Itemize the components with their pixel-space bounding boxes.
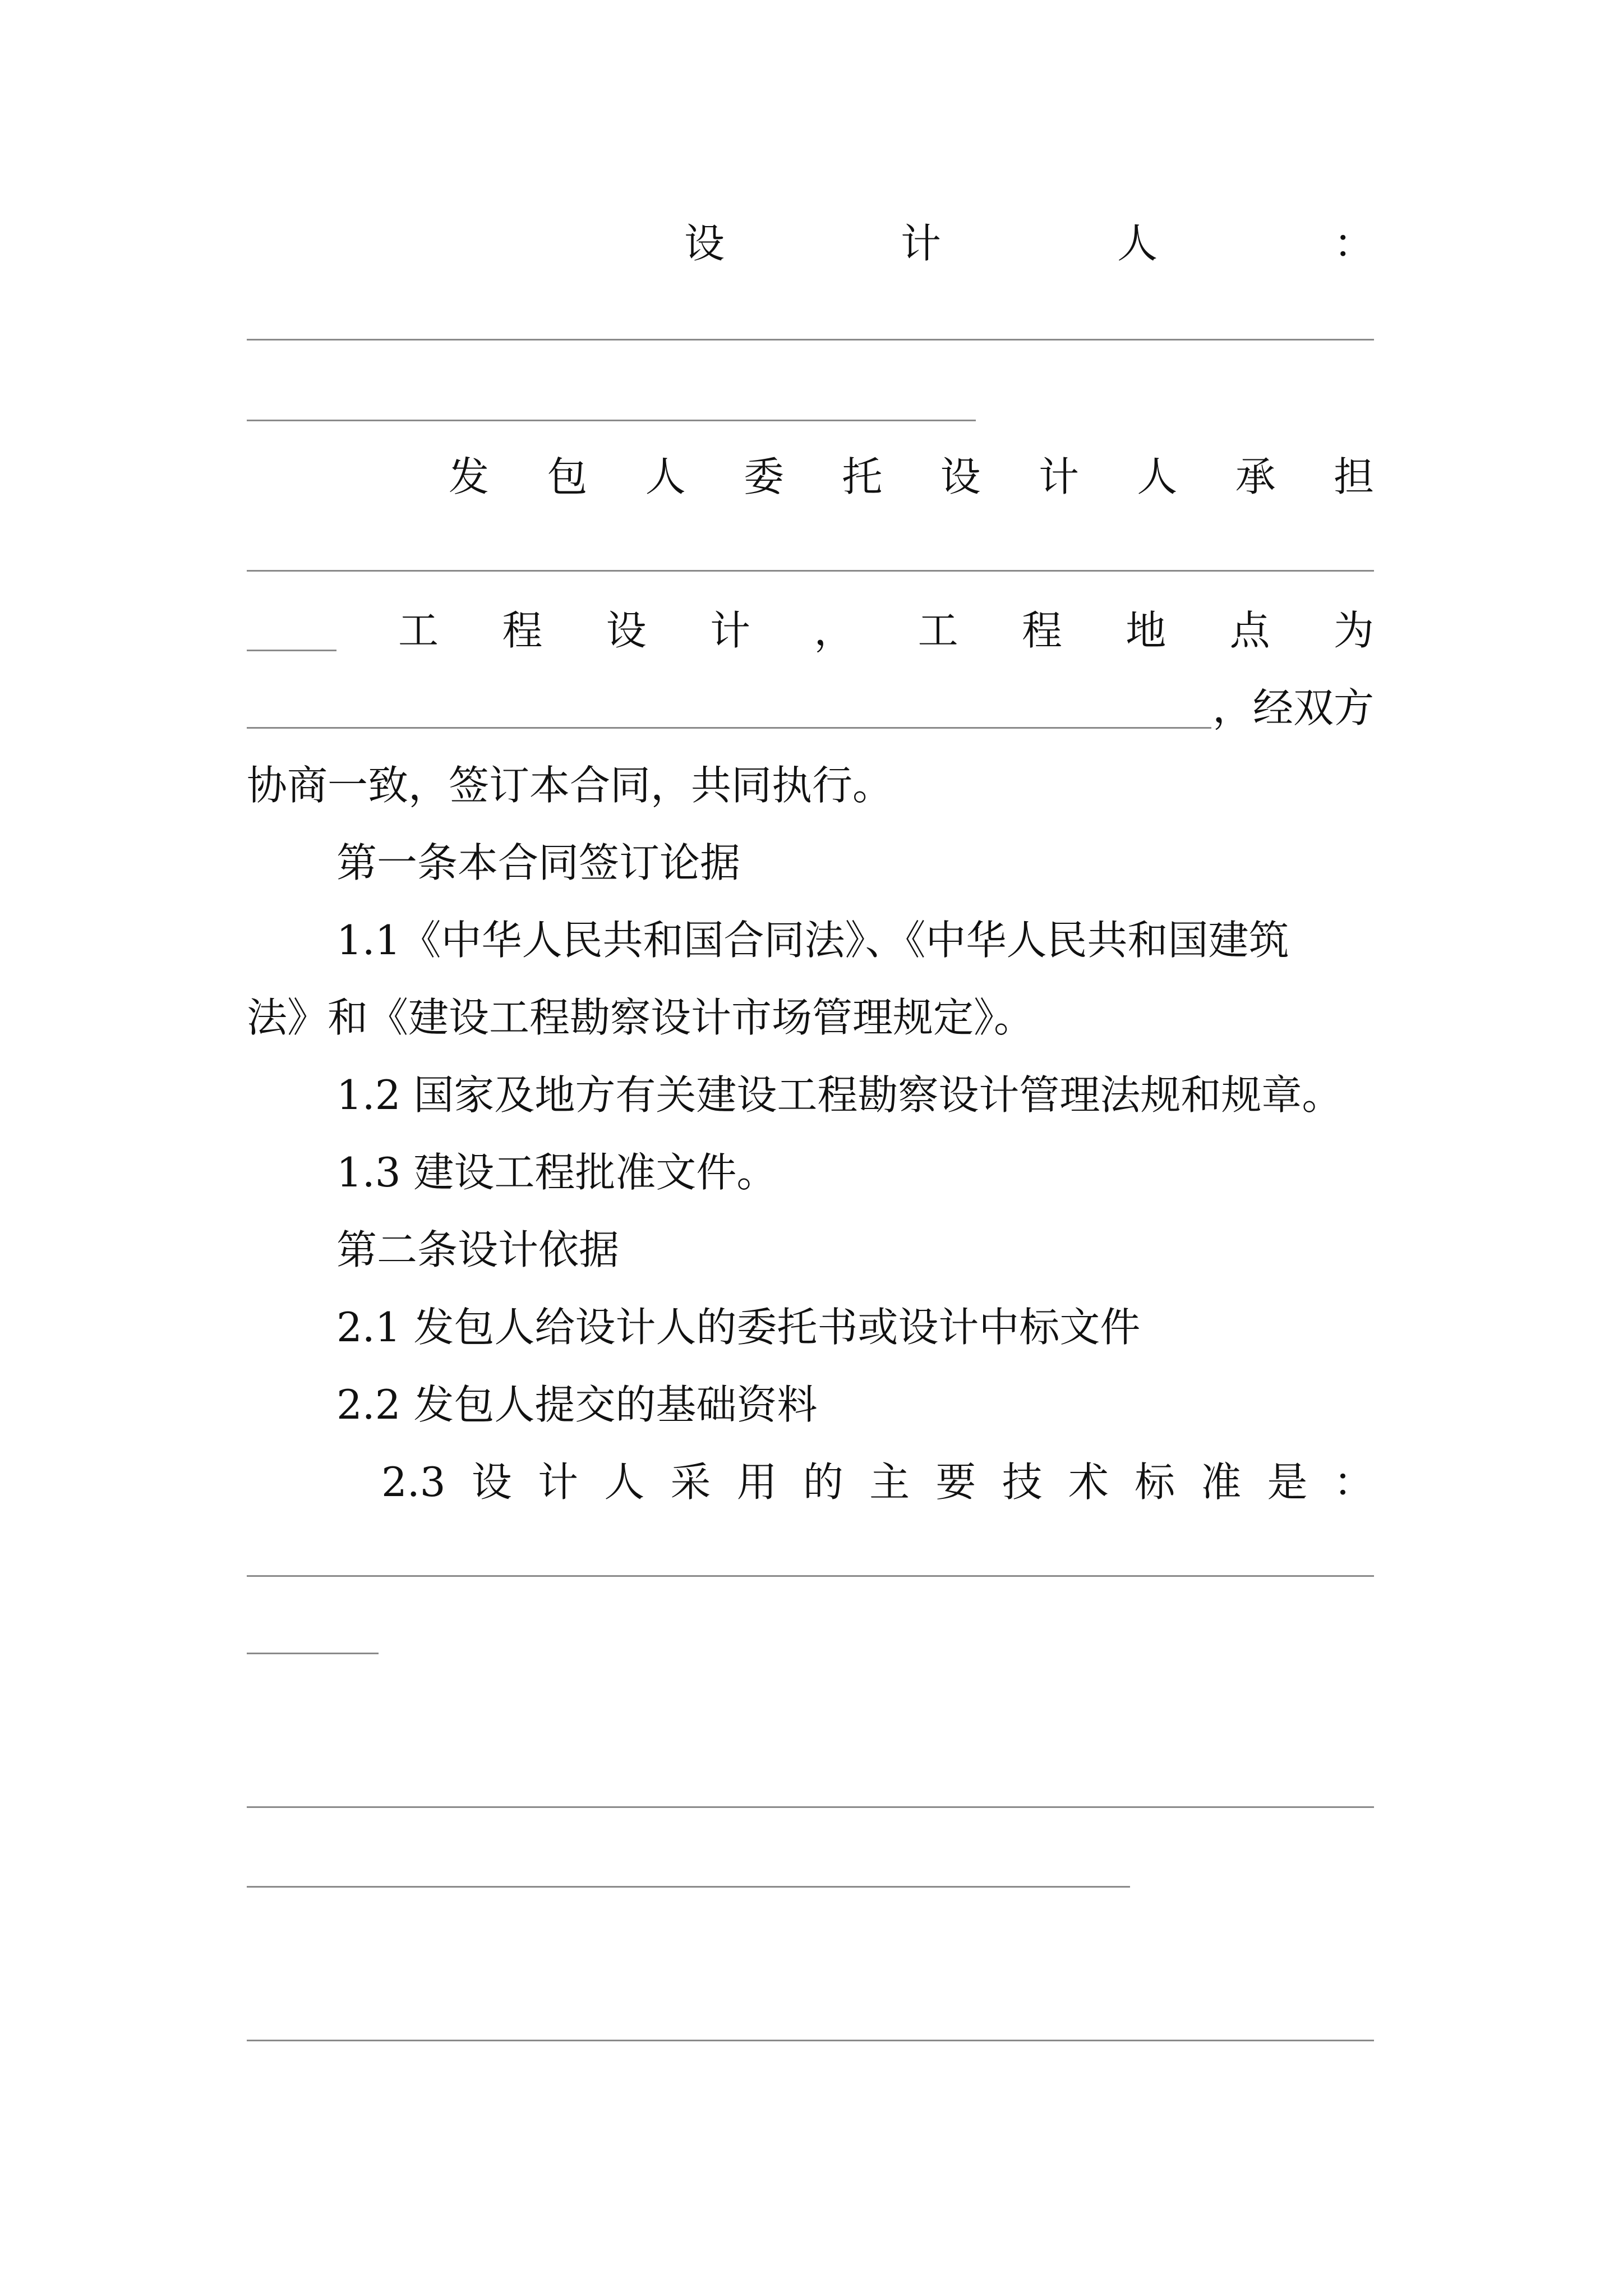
intro-line-2 [398,602,1374,659]
item-2-3-token: 计 [537,1458,578,1506]
item-2-3-token: 用 [736,1458,777,1506]
blank-line-standards-4[interactable] [247,1886,1130,1888]
intro-char: 包 [547,453,588,500]
designer-label-char: 设 [684,220,725,267]
intro-char: 发 [449,453,490,500]
intro-char: 人 [645,453,686,500]
blank-line-standards-1[interactable] [247,1575,1374,1577]
intro-char: 担 [1333,453,1374,500]
intro-line-3-tail: ，经双方 [1212,684,1374,731]
item-2-3-token: 准 [1201,1458,1242,1506]
item-2-3-token: 技 [1002,1458,1043,1506]
item-2-3-token: 采 [670,1458,711,1506]
blank-line-project-name[interactable] [247,570,1374,572]
designer-label-char: 计 [900,220,941,267]
blank-line-standards-2[interactable] [247,1653,379,1654]
item-2-3-token: 设 [471,1458,512,1506]
article-1-item-1-1: 1.1《中华人民共和国合同法》、《中华人民共和国建筑 [336,917,1289,964]
article-2-item-2-3 [381,1454,1374,1510]
intro-line-1 [449,449,1374,505]
article-1-item-1-2: 1.2 国家及地方有关建设工程勘察设计管理法规和规章。 [336,1071,1343,1119]
intro-char: 委 [743,453,784,500]
blank-line-project-name-end[interactable] [247,650,336,651]
item-2-3-token: ： [1333,1458,1374,1506]
intro-char: 承 [1235,453,1276,500]
designer-label-char: ： [1333,220,1374,267]
intro-char: 计 [709,607,750,654]
item-2-3-token: 的 [803,1458,843,1506]
intro-char: 托 [842,453,883,500]
article-1-item-1-3: 1.3 建设工程批准文件。 [336,1149,777,1196]
item-2-3-token: 要 [935,1458,976,1506]
blank-line-location[interactable] [247,727,1211,729]
intro-char: 人 [1137,453,1178,500]
article-1-heading: 第一条本合同签订论据 [336,839,741,886]
blank-line-designer-2[interactable] [247,420,976,421]
intro-char: 计 [1038,453,1079,500]
item-2-3-token: 是 [1267,1458,1308,1506]
article-2-heading: 第二条设计依据 [336,1226,620,1273]
intro-char: 点 [1229,607,1270,654]
article-2-item-2-1: 2.1 发包人给设计人的委托书或设计中标文件 [336,1304,1141,1351]
intro-char: 为 [1333,607,1374,654]
blank-line-standards-5[interactable] [247,2040,1374,2041]
blank-line-standards-3[interactable] [247,1806,1374,1808]
intro-char: 设 [940,453,981,500]
designer-label [684,215,1374,272]
intro-char: ， [814,607,855,654]
intro-line-4: 协商一致，签订本合同，共同执行。 [247,762,893,809]
item-2-3-token: 人 [604,1458,645,1506]
article-1-item-1-1-cont: 法》和《建设工程勘察设计市场管理规定》。 [247,994,1035,1041]
intro-char: 工 [398,607,439,654]
item-2-3-token: 术 [1068,1458,1109,1506]
item-2-3-token: 主 [869,1458,910,1506]
intro-char: 程 [1021,607,1062,654]
intro-char: 程 [502,607,543,654]
article-2-item-2-2: 2.2 发包人提交的基础资料 [336,1381,818,1428]
intro-char: 工 [917,607,958,654]
blank-line-designer-1[interactable] [247,339,1374,341]
item-2-3-token: 标 [1135,1458,1175,1506]
item-2-3-token: 2.3 [381,1458,446,1506]
intro-char: 地 [1126,607,1166,654]
intro-char: 设 [606,607,647,654]
designer-label-char: 人 [1117,220,1158,267]
